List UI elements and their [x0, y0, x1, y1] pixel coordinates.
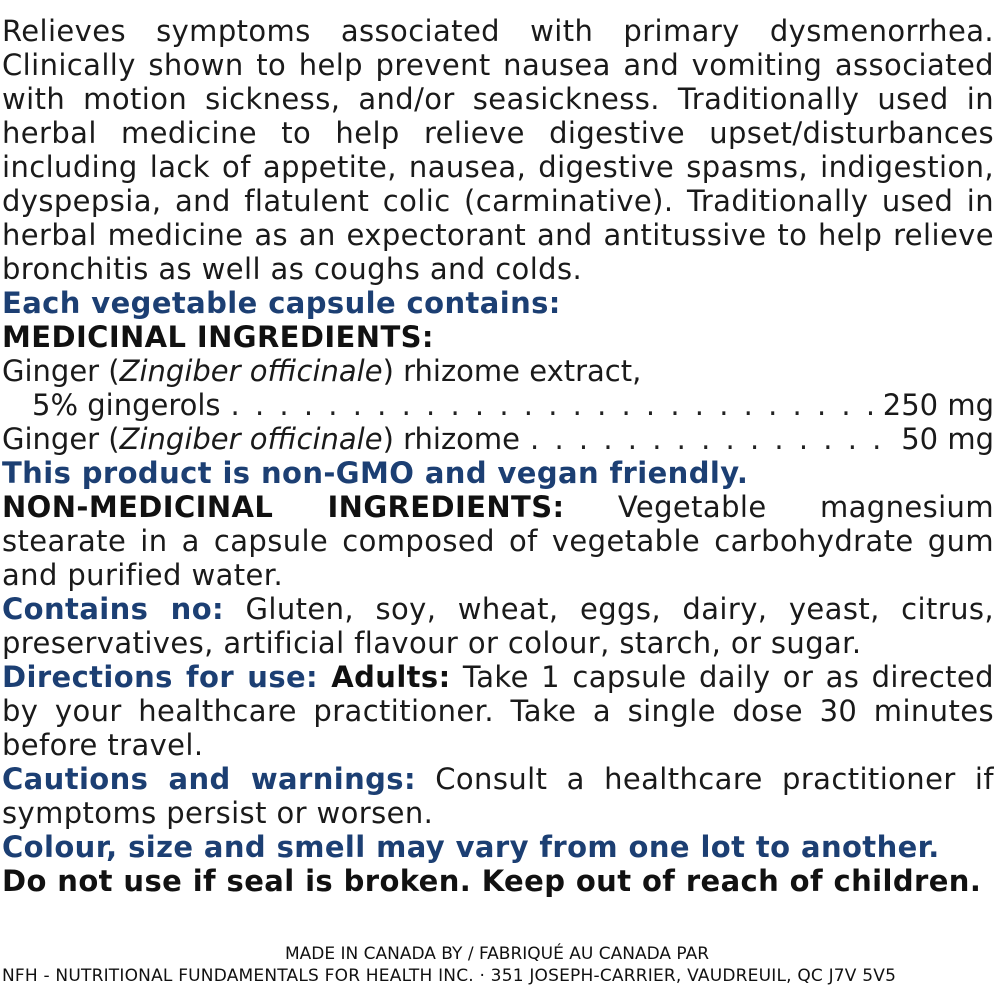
contains-no-text: Gluten, soy, wheat, eggs, dairy, yeast, citrus, preservatives, artificial flavour or colour, starch, or sugar. [2, 592, 994, 660]
cautions-label: Cautions and warnings: [2, 762, 416, 796]
ingredient-1-amount: 250 mg [882, 388, 994, 422]
ingredient-1-amount-row [2, 388, 994, 422]
directions-section [2, 660, 994, 762]
ingredient-1-prefix: Ginger ( [2, 354, 120, 388]
ingredient-2-suffix: ) rhizome [382, 422, 521, 456]
medicinal-heading: MEDICINAL INGREDIENTS: [2, 320, 434, 354]
indications-text: Relieves symptoms associated with primary dysmenorrhea. Clinically shown to help prevent nausea and vomiting associated with motion sickness, and/or seasickness. Traditionally used in herbal medicine to help relieve digestive upset/disturbances including lack of appetite, nausea, digestive spasms, indigestion, dyspepsia, and flatulent colic (carminative). Traditionally used in herbal medicine as an expectorant and antitussive to help relieve bronchitis as well as coughs and colds. [2, 14, 994, 286]
ingredient-2 [2, 422, 994, 456]
footer-address: NFH - NUTRITIONAL FUNDAMENTALS FOR HEALTH INC. · 351 JOSEPH-CARRIER, VAUDREUIL, QC J7V 5V5 [2, 966, 897, 986]
ingredient-2-name [2, 422, 520, 456]
non-medicinal-section [2, 490, 994, 592]
ingredient-2-latin: Zingiber officinale [119, 422, 383, 456]
cautions-text: Consult a healthcare practitioner if symptoms persist or worsen. [2, 762, 994, 830]
non-medicinal-text: Vegetable magnesium stearate in a capsule composed of vegetable carbohydrate gum and purified water. [2, 490, 994, 592]
cautions-section [2, 762, 994, 830]
seal-warning: Do not use if seal is broken. Keep out of reach of children. [2, 864, 982, 898]
colour-variation-note: Colour, size and smell may vary from one lot to another. [2, 830, 940, 864]
contains-no-label: Contains no: [2, 592, 225, 626]
ingredient-1-standardization: 5% gingerols [32, 388, 221, 422]
capsule-heading: Each vegetable capsule contains: [2, 286, 561, 320]
non-medicinal-label: NON-MEDICINAL INGREDIENTS: [2, 490, 565, 524]
directions-text: Take 1 capsule daily or as directed by your healthcare practitioner. Take a single dose 30 minutes before travel. [2, 660, 994, 762]
footer-made-in: MADE IN CANADA BY / FABRIQUÉ AU CANADA PAR [284, 944, 710, 964]
directions-adults-label: Adults: [318, 660, 451, 694]
directions-label: Directions for use: [2, 660, 319, 694]
ingredient-1-latin: Zingiber officinale [119, 354, 383, 388]
ingredient-1-name-row [2, 354, 994, 388]
contains-no-section [2, 592, 994, 660]
leader-dots [231, 388, 873, 422]
leader-dots [530, 422, 891, 456]
manufacturer-footer [0, 943, 994, 987]
ingredient-2-prefix: Ginger ( [2, 422, 120, 456]
non-gmo-statement: This product is non-GMO and vegan friendly. [2, 456, 749, 490]
ingredient-1-suffix: ) rhizome extract, [382, 354, 642, 388]
ingredient-2-amount: 50 mg [901, 422, 994, 456]
ingredient-1 [2, 354, 994, 422]
